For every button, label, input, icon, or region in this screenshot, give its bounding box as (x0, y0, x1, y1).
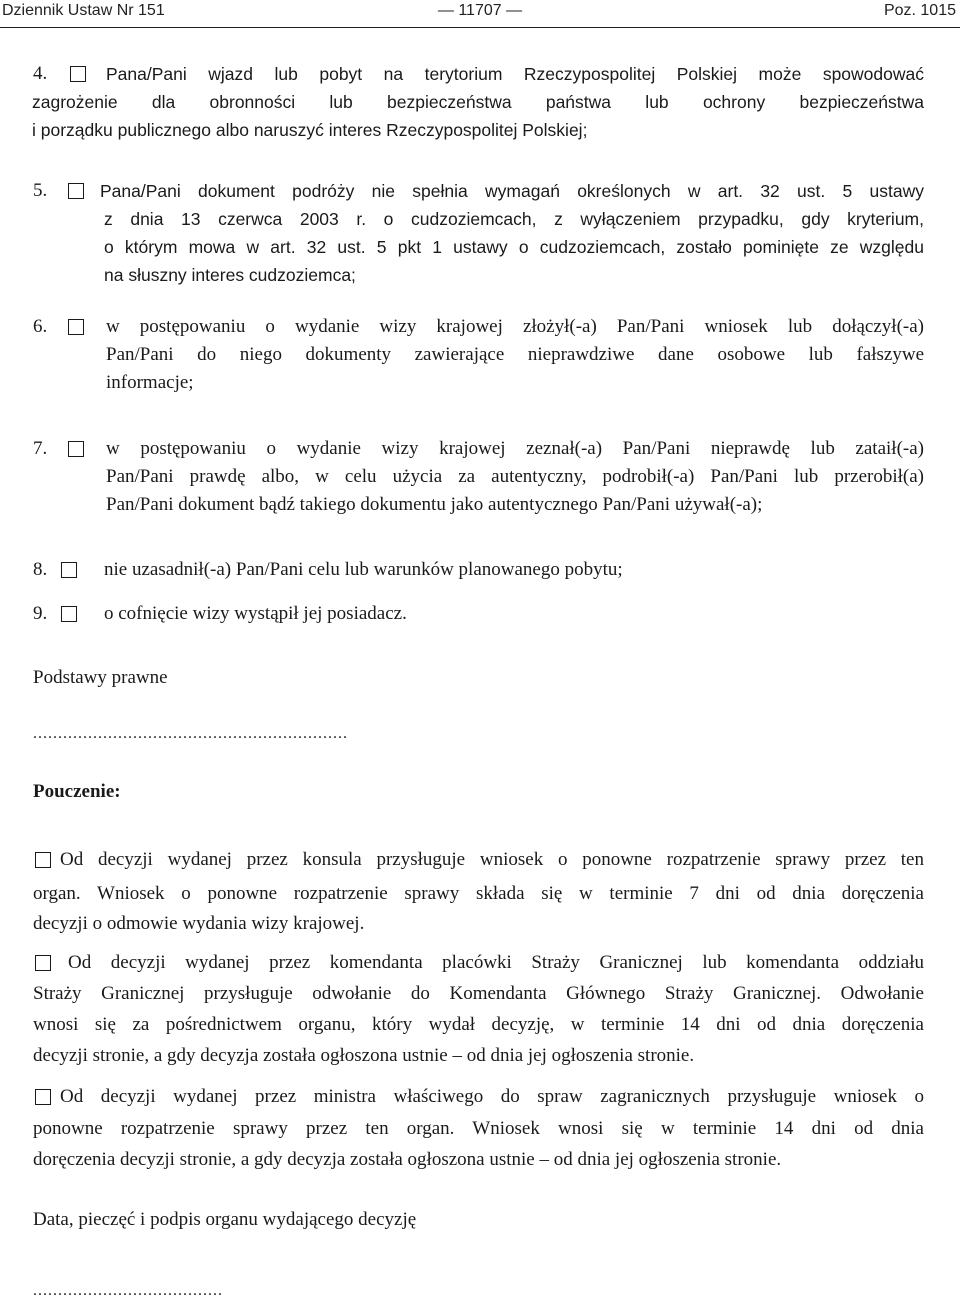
checkbox-item-9[interactable] (61, 606, 77, 622)
item-8-text: nie uzasadnił(-a) Pan/Pani celu lub warunków planowanego pobytu; (104, 559, 623, 580)
checkbox-item-7[interactable] (68, 441, 84, 457)
checkbox-item-5[interactable] (68, 183, 84, 199)
item-number: 8. (33, 559, 48, 580)
item-number: 5. (33, 180, 48, 201)
item-7-text: w postępowaniu o wydanie wizy krajowej zeznał(-a) Pan/Pani nieprawdę lub zataił(-a) Pan/Pani prawdę albo, w celu użycia za autentyczny, podrobił(-a) Pan/Pani lub przerobił(a) Pan/Pani dokument bądź takiego dokumentu jako autentycznego Pan/Pani używał(-a); (106, 438, 924, 515)
item-5-text: Pana/Pani dokument podróży nie spełnia wymagań określonych w art. 32 ust. 5 ustawy z dnia 13 czerwca 2003 r. o cudzoziemcach, z wyłączeniem przypadku, gdy kryterium, o którym mowa w art. 32 ust. 5 pkt 1 ustawy o cudzoziemcach, zostało pominięte ze względu na słuszny interes cudzoziemca; (100, 181, 924, 285)
item-number: 9. (33, 603, 48, 624)
item-9-text: o cofnięcie wizy wystąpił jej posiadacz. (104, 603, 407, 624)
instruction-title: Pouczenie: (33, 781, 121, 802)
journal-title: Dziennik Ustaw Nr 151 (2, 2, 165, 19)
item-6-text: w postępowaniu o wydanie wizy krajowej złożył(-a) Pan/Pani wniosek lub dołączył(-a) Pan/Pani do niego dokumenty zawierające nieprawdziwe dane osobowe lub fałszywe informacje; (106, 316, 924, 393)
instruction-paragraph-border-guard: Od decyzji wydanej przez komendanta placówki Straży Granicznej lub komendanta oddziału Straży Granicznej przysługuje odwołanie do Komendanta Głównego Straży Granicznej. Odwołanie wnosi się za pośrednictwem organu, który wydał decyzję, w terminie 14 dni od dnia doręczenia decyzji stronie, a gdy decyzja została ogłoszona ustnie – od dnia jej ogłoszenia stronie. (33, 952, 924, 1066)
signature-dots: ...................................... (33, 1282, 223, 1299)
checkbox-item-4[interactable] (70, 66, 86, 82)
header-rule (0, 27, 960, 28)
position-number: Poz. 1015 (883, 2, 956, 19)
item-number: 6. (33, 316, 48, 337)
checkbox-item-6[interactable] (68, 319, 84, 335)
item-number: 7. (33, 438, 48, 459)
page-header (0, 0, 960, 26)
instruction-paragraph-consul: Od decyzji wydanej przez konsula przysługuje wniosek o ponowne rozpatrzenie sprawy przez ten organ. Wniosek o ponowne rozpatrzenie sprawy składa się w terminie 7 dni od dnia doręczenia decyzji o odmowie wydania wizy krajowej. (33, 849, 924, 934)
legal-basis-label: Podstawy prawne (33, 667, 168, 688)
checkbox-item-8[interactable] (61, 562, 77, 578)
item-number: 4. (33, 63, 48, 84)
instruction-paragraph-minister: Od decyzji wydanej przez ministra właściwego do spraw zagranicznych przysługuje wniosek o ponowne rozpatrzenie sprawy przez ten organ. Wniosek wnosi się w terminie 14 dni od dnia doręczenia decyzji stronie, a gdy decyzja została ogłoszona ustnie – od dnia jej ogłoszenia stronie. (33, 1086, 924, 1170)
item-4-text: Pana/Pani wjazd lub pobyt na terytorium Rzeczypospolitej Polskiej może spowodować zagrożenie dla obronności lub bezpieczeństwa państwa lub ochrony bezpieczeństwa i porządku publicznego albo naruszyć interes Rzeczypospolitej Polskiej; (32, 64, 924, 140)
signature-label: Data, pieczęć i podpis organu wydającego decyzję (33, 1209, 417, 1230)
page-number: — 11707 — (437, 2, 523, 19)
legal-basis-dots: ............................................................... (33, 725, 348, 742)
